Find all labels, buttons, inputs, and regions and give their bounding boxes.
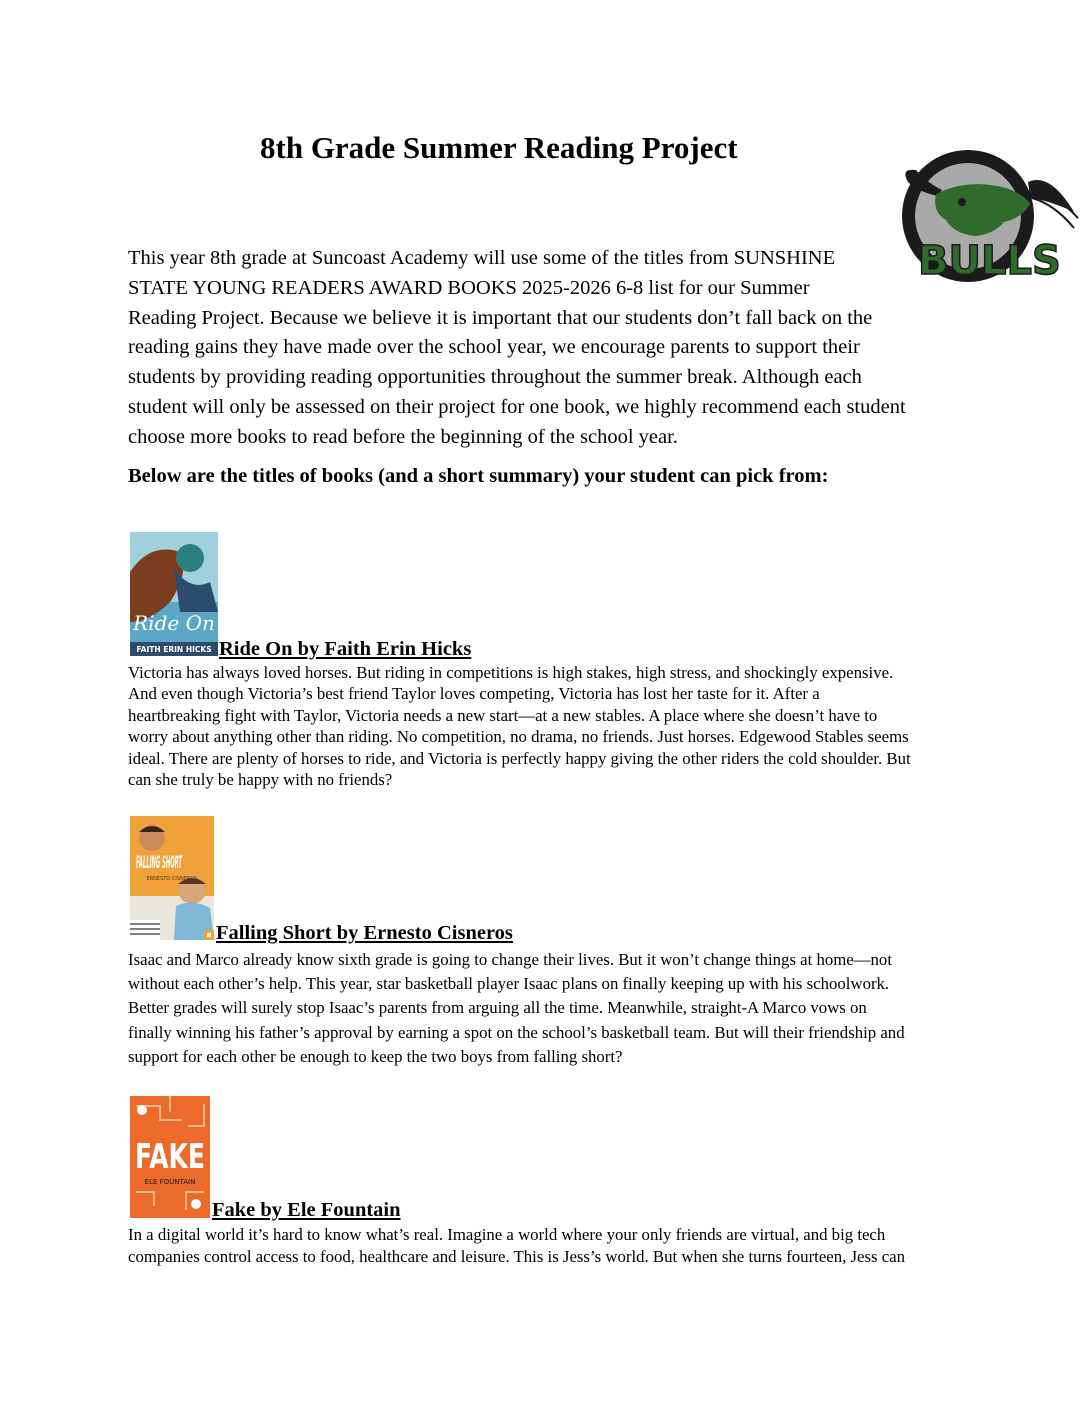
book-title-link[interactable]: Fake by Ele Fountain [212, 1199, 401, 1221]
book-summary [128, 662, 968, 790]
intro-line: choose more books to read before the beginning of the school year. [128, 425, 678, 448]
summary-line: without each other’s help. This year, star basketball player Isaac plans on finally keeping up with his schoolwork. [128, 974, 890, 994]
page-title: 8th Grade Summer Reading Project [260, 130, 738, 165]
book-cover-ride-on [130, 532, 218, 656]
book-cover-fake [130, 1096, 210, 1218]
summary-line: In a digital world it’s hard to know what’s real. Imagine a world where your only friends are virtual, and big tech [128, 1225, 886, 1244]
book-summary [128, 1224, 968, 1268]
summary-line: companies control access to food, healthcare and leisure. This is Jess’s world. But when she turns fourteen, Jess can [128, 1247, 906, 1266]
book-title-link[interactable]: Falling Short by Ernesto Cisneros [216, 922, 513, 944]
cover-author-text: ERNESTO CISNEROS [146, 876, 198, 882]
cover-title-text: Ride On [133, 611, 215, 635]
intro-line: reading gains they have made over the school year, we encourage parents to support their [128, 336, 860, 359]
intro-line: Reading Project. Because we believe it is important that our students don’t fall back on the [128, 306, 873, 329]
summary-line: support for each other be enough to keep the two boys from falling short? [128, 1046, 623, 1066]
intro-line: This year 8th grade at Suncoast Academy will use some of the titles from SUNSHINE [128, 247, 836, 269]
book-title-link[interactable]: Ride On by Faith Erin Hicks [219, 638, 472, 660]
cover-author-text: ELE FOUNTAIN [144, 1178, 196, 1186]
book-list-heading: Below are the titles of books (and a short summary) your student can pick from: [128, 465, 829, 487]
intro-line: students by providing reading opportunities throughout the summer break. Although each [128, 366, 862, 389]
summary-line: can she truly be happy with no friends? [128, 770, 393, 790]
intro-line: STATE YOUNG READERS AWARD BOOKS 2025-2026 6-8 list for our Summer [128, 276, 810, 299]
cover-title-text: FALLING SHORT [136, 853, 183, 873]
summary-line: Better grades will surely stop Isaac’s parents from arguing all the time. Meanwhile, straight-A Marco vows on [128, 998, 867, 1018]
book-cover-falling-short [130, 816, 214, 940]
cover-title-text: FAKE [135, 1137, 205, 1177]
svg-text:BULLS: BULLS [918, 238, 1061, 284]
summary-line: finally winning his father’s approval by earning a spot on the school’s basketball team. But will their friendship and [128, 1022, 905, 1042]
summary-line: And even though Victoria’s best friend Taylor loves competing, Victoria has lost her taste for it. After a [128, 684, 820, 704]
summary-line: Victoria has always loved horses. But riding in competitions is high stakes, high stress, and shockingly expensive. [128, 663, 894, 682]
summary-line: worry about anything other than riding. No competition, no drama, no friends. Just horses. Edgewood Stables seems [128, 727, 909, 747]
cover-author-text: FAITH ERIN HICKS [136, 645, 212, 654]
intro-line: student will only be assessed on their project for one book, we highly recommend each student [128, 395, 906, 418]
summary-line: ideal. There are plenty of horses to ride, and Victoria is perfectly happy giving the other riders the cold shoulder. But [128, 748, 911, 768]
summary-line: Isaac and Marco already know sixth grade is going to change their lives. But it won’t change things at home—not [128, 950, 892, 969]
intro-paragraph [128, 244, 946, 453]
summary-line: heartbreaking fight with Taylor, Victoria needs a new start—at a new stables. A place where she doesn’t have to [128, 705, 878, 725]
book-summary [128, 948, 968, 1069]
